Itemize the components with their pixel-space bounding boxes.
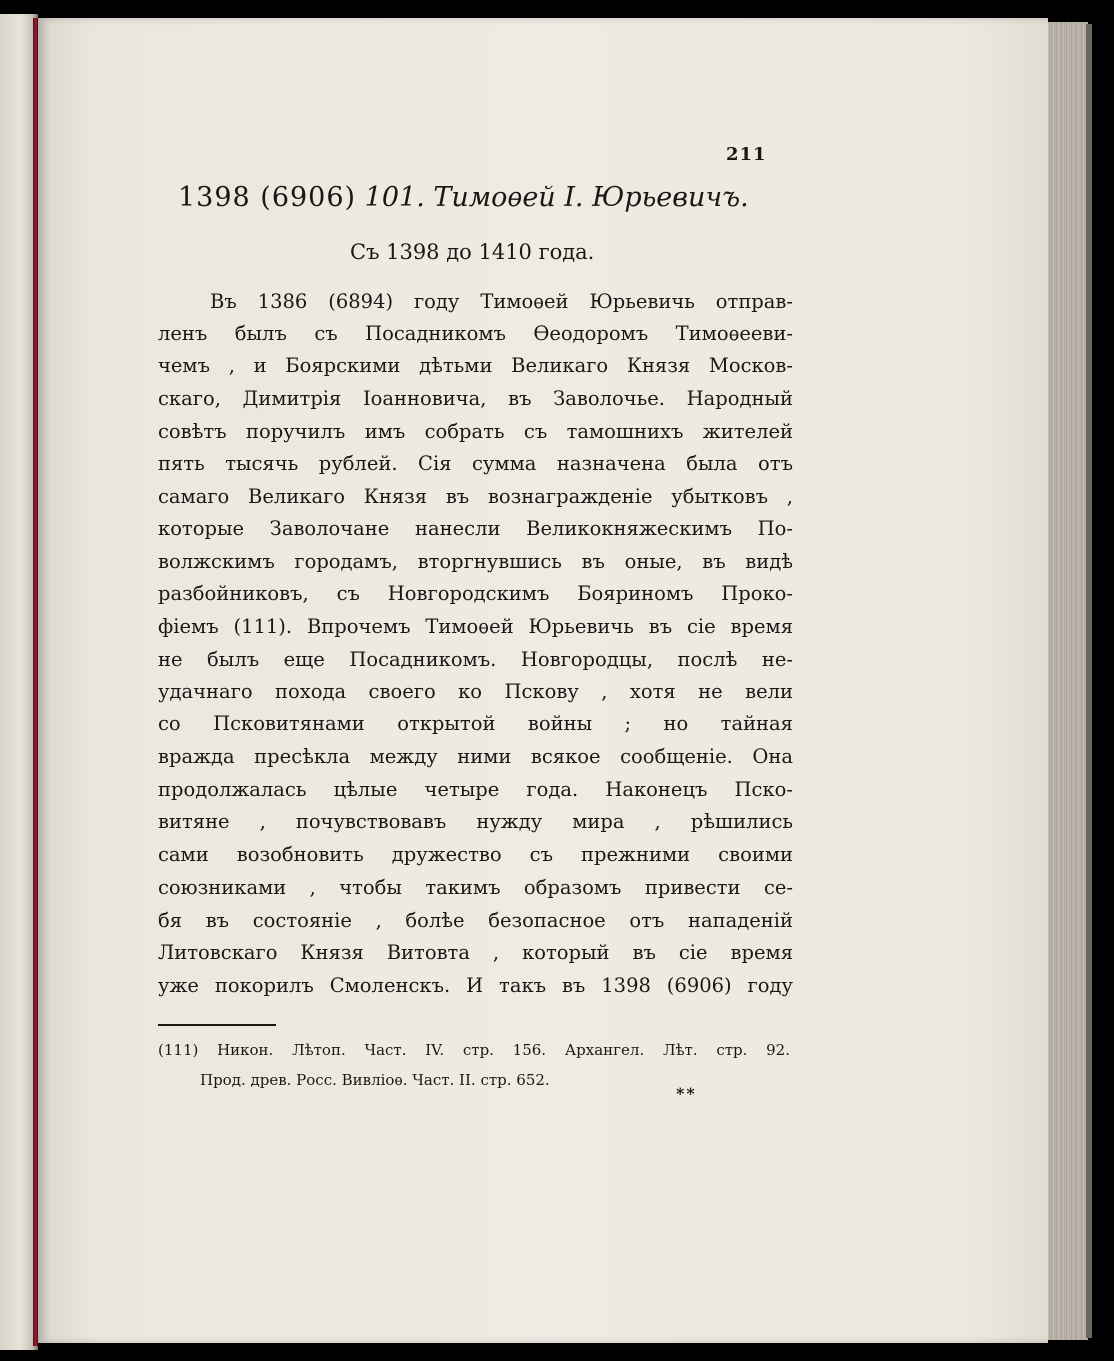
body-line: разбойниковъ, съ Новгородскимъ Бояриномъ Проко-	[158, 582, 793, 605]
body-line: которые Заволочане нанесли Великокняжескимъ По-	[158, 517, 793, 540]
body-line: ленъ былъ съ Посадникомъ Ѳеодоромъ Тимоѳееви-	[158, 322, 793, 345]
body-line: уже покорилъ Смоленскъ. И такъ въ 1398 (6906) году	[158, 974, 793, 997]
body-line: не былъ еще Посадникомъ. Новгородцы, послѣ не-	[158, 648, 793, 671]
body-line: пять тысячь рублей. Сія сумма назначена была отъ	[158, 452, 793, 475]
body-line: вражда пресѣкла между ними всякое сообщеніе. Она	[158, 745, 793, 768]
body-line: волжскимъ городамъ, вторгнувшись въ оные, въ видѣ	[158, 550, 793, 573]
body-line: союзниками , чтобы такимъ образомъ привести се-	[158, 876, 793, 899]
chapter-heading	[178, 182, 788, 213]
heading-title: 101. Тимоѳей I. Юрьевичъ.	[364, 182, 749, 213]
page-number: 211	[726, 144, 767, 165]
body-line: витяне , почувствовавъ нужду мира , рѣшились	[158, 810, 793, 833]
body-line: Литовскаго Князя Витовта , который въ сіе время	[158, 941, 793, 964]
body-line: фіемъ (111). Впрочемъ Тимоѳей Юрьевичь въ сіе время	[158, 615, 793, 638]
body-line: Въ 1386 (6894) году Тимоѳей Юрьевичь отправ-	[210, 290, 793, 313]
footnote-continuation: Прод. древ. Росс. Вивліоѳ. Част. II. стр. 652.	[200, 1071, 550, 1089]
page-block-shadow	[1086, 24, 1092, 1338]
body-line: сами возобновить дружество съ прежними своими	[158, 843, 793, 866]
heading-year: 1398 (6906)	[178, 182, 357, 213]
footnote: (111) Никон. Лѣтоп. Част. IV. стр. 156. Архангел. Лѣт. стр. 92.	[158, 1041, 790, 1059]
body-line: со Псковитянами открытой войны ; но тайная	[158, 712, 793, 735]
body-line: бя въ состояніе , болѣе безопасное отъ нападеній	[158, 909, 793, 932]
footnote-divider	[158, 1024, 276, 1026]
body-line: чемъ , и Боярскими дѣтьми Великаго Князя Москов-	[158, 354, 793, 377]
body-line: удачнаго похода своего ко Пскову , хотя не вели	[158, 680, 793, 703]
chapter-subheading: Съ 1398 до 1410 года.	[350, 240, 595, 264]
body-line: совѣтъ поручилъ имъ собрать съ тамошнихъ жителей	[158, 420, 793, 443]
body-line: самаго Великаго Князя въ вознагражденіе убытковъ ,	[158, 485, 793, 508]
printer-signature-mark: **	[676, 1084, 697, 1103]
body-line: скаго, Димитрія Іоанновича, въ Заволочье. Народный	[158, 387, 793, 410]
body-line: продолжалась цѣлые четыре года. Наконецъ Пско-	[158, 778, 793, 801]
